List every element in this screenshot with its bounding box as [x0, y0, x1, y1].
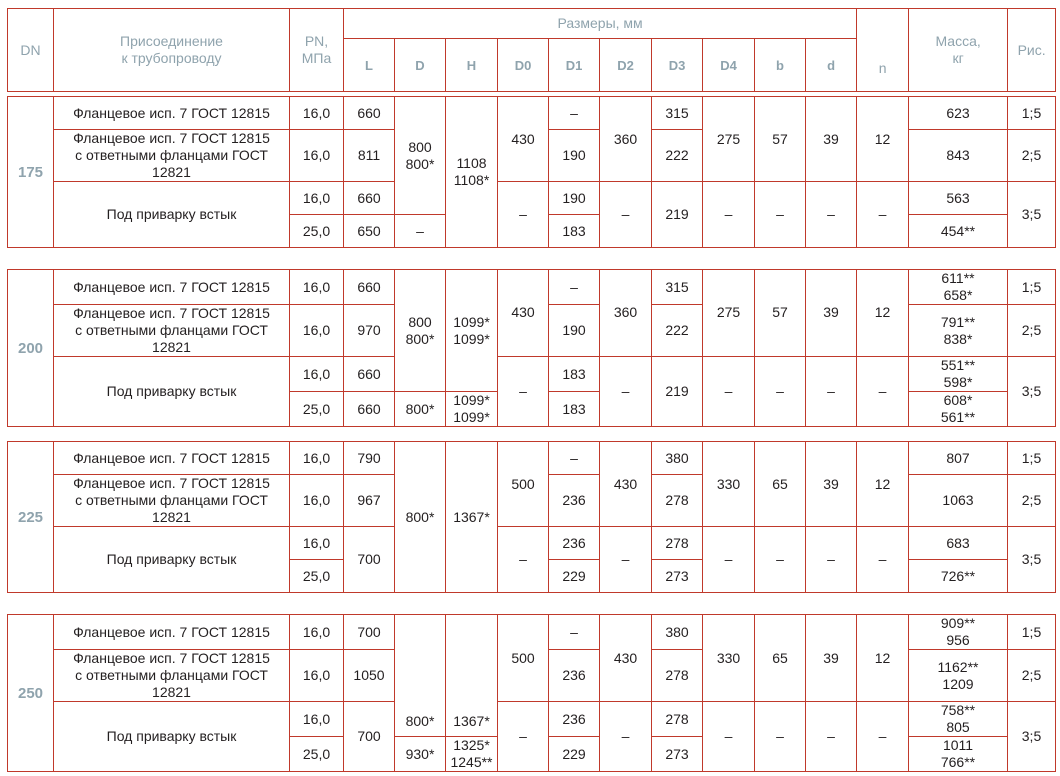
- D1-cell: 183: [549, 357, 600, 392]
- section-dn-175: [7, 96, 1056, 248]
- n-cell: 12: [857, 442, 909, 527]
- D3-cell: 278: [652, 475, 703, 527]
- header-col-H: H: [446, 39, 498, 92]
- pn-cell: 16,0: [290, 97, 344, 130]
- D2-cell: 430: [600, 442, 652, 527]
- b-cell: 57: [755, 97, 806, 182]
- D2-cell: 430: [600, 615, 652, 702]
- H-cell: 1367*: [446, 615, 498, 737]
- pn-cell: 16,0: [290, 527, 344, 560]
- D2-cell: –: [600, 527, 652, 593]
- header-col-D3: D3: [652, 39, 703, 92]
- D-cell: 800*: [395, 392, 446, 427]
- D1-cell: 236: [549, 475, 600, 527]
- pn-cell: 16,0: [290, 615, 344, 650]
- D1-cell: 236: [549, 650, 600, 702]
- header-fig: Рис.: [1008, 9, 1056, 92]
- fig-cell: 3;5: [1008, 702, 1056, 772]
- D1-cell: 229: [549, 737, 600, 772]
- mass-cell: 551** 598*: [909, 357, 1008, 392]
- mass-cell: 683: [909, 527, 1008, 560]
- section-dn-200: [7, 269, 1056, 427]
- D1-cell: 190: [549, 305, 600, 357]
- mass-cell: 563: [909, 182, 1008, 215]
- header-sizes: Размеры, мм: [344, 9, 857, 39]
- pn-cell: 25,0: [290, 737, 344, 772]
- D1-cell: 236: [549, 527, 600, 560]
- D3-cell: 278: [652, 650, 703, 702]
- header-col-D1: D1: [549, 39, 600, 92]
- mass-cell: 843: [909, 130, 1008, 182]
- L-cell: 650: [344, 215, 395, 248]
- pn-cell: 16,0: [290, 475, 344, 527]
- D1-cell: 183: [549, 392, 600, 427]
- D3-cell: 278: [652, 527, 703, 560]
- L-cell: 790: [344, 442, 395, 475]
- D0-cell: –: [498, 182, 549, 248]
- connection-cell: Фланцевое исп. 7 ГОСТ 12815: [54, 97, 290, 130]
- mass-cell: 726**: [909, 560, 1008, 593]
- d-cell: 39: [806, 442, 857, 527]
- pn-cell: 16,0: [290, 182, 344, 215]
- n-cell: 12: [857, 270, 909, 357]
- D4-cell: –: [703, 702, 755, 772]
- D3-cell: 380: [652, 615, 703, 650]
- fig-cell: 2;5: [1008, 305, 1056, 357]
- D0-cell: 430: [498, 270, 549, 357]
- b-cell: 57: [755, 270, 806, 357]
- D1-cell: –: [549, 442, 600, 475]
- n-cell: –: [857, 182, 909, 248]
- pn-cell: 16,0: [290, 442, 344, 475]
- fig-cell: 2;5: [1008, 650, 1056, 702]
- mass-cell: 454**: [909, 215, 1008, 248]
- L-cell: 700: [344, 527, 395, 593]
- D3-cell: 222: [652, 130, 703, 182]
- fig-cell: 1;5: [1008, 97, 1056, 130]
- fig-cell: 3;5: [1008, 357, 1056, 427]
- connection-cell: Фланцевое исп. 7 ГОСТ 12815 с ответными фланцами ГОСТ 12821: [54, 650, 290, 702]
- b-cell: 65: [755, 615, 806, 702]
- D2-cell: 360: [600, 97, 652, 182]
- mass-cell: 807: [909, 442, 1008, 475]
- dn-value: 175: [8, 97, 54, 248]
- header-col-D0: D0: [498, 39, 549, 92]
- n-cell: 12: [857, 97, 909, 182]
- pn-cell: 16,0: [290, 130, 344, 182]
- D1-cell: 183: [549, 215, 600, 248]
- D4-cell: –: [703, 182, 755, 248]
- mass-cell: 1063: [909, 475, 1008, 527]
- L-cell: 811: [344, 130, 395, 182]
- D-cell: 800 800*: [395, 270, 446, 392]
- D3-cell: 273: [652, 737, 703, 772]
- L-cell: 970: [344, 305, 395, 357]
- header-table: [7, 8, 1056, 92]
- D3-cell: 222: [652, 305, 703, 357]
- D3-cell: 315: [652, 97, 703, 130]
- d-cell: –: [806, 527, 857, 593]
- mass-cell: 608* 561**: [909, 392, 1008, 427]
- L-cell: 660: [344, 97, 395, 130]
- D0-cell: –: [498, 357, 549, 427]
- D-cell: –: [395, 215, 446, 248]
- D2-cell: –: [600, 702, 652, 772]
- header-pn: PN, МПа: [290, 9, 344, 92]
- connection-cell: Под приварку встык: [54, 702, 290, 772]
- D4-cell: –: [703, 527, 755, 593]
- connection-cell: Фланцевое исп. 7 ГОСТ 12815: [54, 442, 290, 475]
- H-cell: 1367*: [446, 442, 498, 593]
- fig-cell: 2;5: [1008, 130, 1056, 182]
- H-cell: 1325* 1245**: [446, 737, 498, 772]
- header-col-d: d: [806, 39, 857, 92]
- dn-value: 225: [8, 442, 54, 593]
- D4-cell: 330: [703, 615, 755, 702]
- b-cell: –: [755, 182, 806, 248]
- b-cell: –: [755, 357, 806, 427]
- pn-cell: 25,0: [290, 560, 344, 593]
- fig-cell: 1;5: [1008, 270, 1056, 305]
- D0-cell: 500: [498, 615, 549, 702]
- header-col-b: b: [755, 39, 806, 92]
- section-dn-225: [7, 441, 1056, 593]
- D3-cell: 315: [652, 270, 703, 305]
- fig-cell: 1;5: [1008, 442, 1056, 475]
- D2-cell: 360: [600, 270, 652, 357]
- section-dn-250: [7, 614, 1056, 772]
- D1-cell: 229: [549, 560, 600, 593]
- header-connection: Присоединение к трубопроводу: [54, 9, 290, 92]
- D1-cell: –: [549, 270, 600, 305]
- mass-cell: 1162** 1209: [909, 650, 1008, 702]
- D0-cell: 500: [498, 442, 549, 527]
- D1-cell: 190: [549, 130, 600, 182]
- fig-cell: 2;5: [1008, 475, 1056, 527]
- mass-cell: 758** 805: [909, 702, 1008, 737]
- n-cell: –: [857, 527, 909, 593]
- L-cell: 700: [344, 702, 395, 772]
- pn-cell: 16,0: [290, 305, 344, 357]
- n-cell: –: [857, 357, 909, 427]
- L-cell: 700: [344, 615, 395, 650]
- pn-cell: 25,0: [290, 392, 344, 427]
- connection-cell: Фланцевое исп. 7 ГОСТ 12815 с ответными фланцами ГОСТ 12821: [54, 305, 290, 357]
- D0-cell: 430: [498, 97, 549, 182]
- D4-cell: –: [703, 357, 755, 427]
- D1-cell: –: [549, 615, 600, 650]
- header-col-D: D: [395, 39, 446, 92]
- L-cell: 660: [344, 270, 395, 305]
- L-cell: 1050: [344, 650, 395, 702]
- D3-cell: 278: [652, 702, 703, 737]
- pn-cell: 16,0: [290, 650, 344, 702]
- D3-cell: 219: [652, 357, 703, 427]
- fig-cell: 3;5: [1008, 182, 1056, 248]
- D2-cell: –: [600, 357, 652, 427]
- D-cell: 800*: [395, 442, 446, 593]
- pn-cell: 16,0: [290, 270, 344, 305]
- header-col-D4: D4: [703, 39, 755, 92]
- H-cell: 1099* 1099*: [446, 270, 498, 392]
- n-cell: 12: [857, 615, 909, 702]
- D1-cell: –: [549, 97, 600, 130]
- b-cell: –: [755, 527, 806, 593]
- connection-cell: Под приварку встык: [54, 527, 290, 593]
- D-cell: 930*: [395, 737, 446, 772]
- D1-cell: 190: [549, 182, 600, 215]
- mass-cell: 791** 838*: [909, 305, 1008, 357]
- D3-cell: 380: [652, 442, 703, 475]
- mass-cell: 623: [909, 97, 1008, 130]
- d-cell: –: [806, 702, 857, 772]
- D-cell: 800 800*: [395, 97, 446, 215]
- header-col-D2: D2: [600, 39, 652, 92]
- pn-cell: 16,0: [290, 357, 344, 392]
- d-cell: –: [806, 357, 857, 427]
- b-cell: 65: [755, 442, 806, 527]
- d-cell: 39: [806, 270, 857, 357]
- connection-cell: Фланцевое исп. 7 ГОСТ 12815 с ответными фланцами ГОСТ 12821: [54, 130, 290, 182]
- mass-cell: 909** 956: [909, 615, 1008, 650]
- D4-cell: 275: [703, 97, 755, 182]
- d-cell: 39: [806, 615, 857, 702]
- pn-cell: 25,0: [290, 215, 344, 248]
- dn-value: 200: [8, 270, 54, 427]
- d-cell: –: [806, 182, 857, 248]
- connection-cell: Фланцевое исп. 7 ГОСТ 12815: [54, 270, 290, 305]
- D-cell: 800*: [395, 615, 446, 737]
- D2-cell: –: [600, 182, 652, 248]
- header-col-L: L: [344, 39, 395, 92]
- mass-cell: 611** 658*: [909, 270, 1008, 305]
- D0-cell: –: [498, 702, 549, 772]
- d-cell: 39: [806, 97, 857, 182]
- L-cell: 660: [344, 392, 395, 427]
- connection-cell: Фланцевое исп. 7 ГОСТ 12815: [54, 615, 290, 650]
- header-mass: Масса, кг: [909, 9, 1008, 92]
- header-n: n: [857, 9, 909, 92]
- pn-cell: 16,0: [290, 702, 344, 737]
- L-cell: 660: [344, 182, 395, 215]
- connection-cell: Под приварку встык: [54, 182, 290, 248]
- b-cell: –: [755, 702, 806, 772]
- H-cell: 1099* 1099*: [446, 392, 498, 427]
- n-cell: –: [857, 702, 909, 772]
- D1-cell: 236: [549, 702, 600, 737]
- D3-cell: 219: [652, 182, 703, 248]
- dn-value: 250: [8, 615, 54, 772]
- D0-cell: –: [498, 527, 549, 593]
- L-cell: 967: [344, 475, 395, 527]
- connection-cell: Фланцевое исп. 7 ГОСТ 12815 с ответными фланцами ГОСТ 12821: [54, 475, 290, 527]
- L-cell: 660: [344, 357, 395, 392]
- D4-cell: 330: [703, 442, 755, 527]
- mass-cell: 1011 766**: [909, 737, 1008, 772]
- header-dn: DN: [8, 9, 54, 92]
- fig-cell: 1;5: [1008, 615, 1056, 650]
- H-cell: 1108 1108*: [446, 97, 498, 248]
- connection-cell: Под приварку встык: [54, 357, 290, 427]
- fig-cell: 3;5: [1008, 527, 1056, 593]
- D3-cell: 273: [652, 560, 703, 593]
- D4-cell: 275: [703, 270, 755, 357]
